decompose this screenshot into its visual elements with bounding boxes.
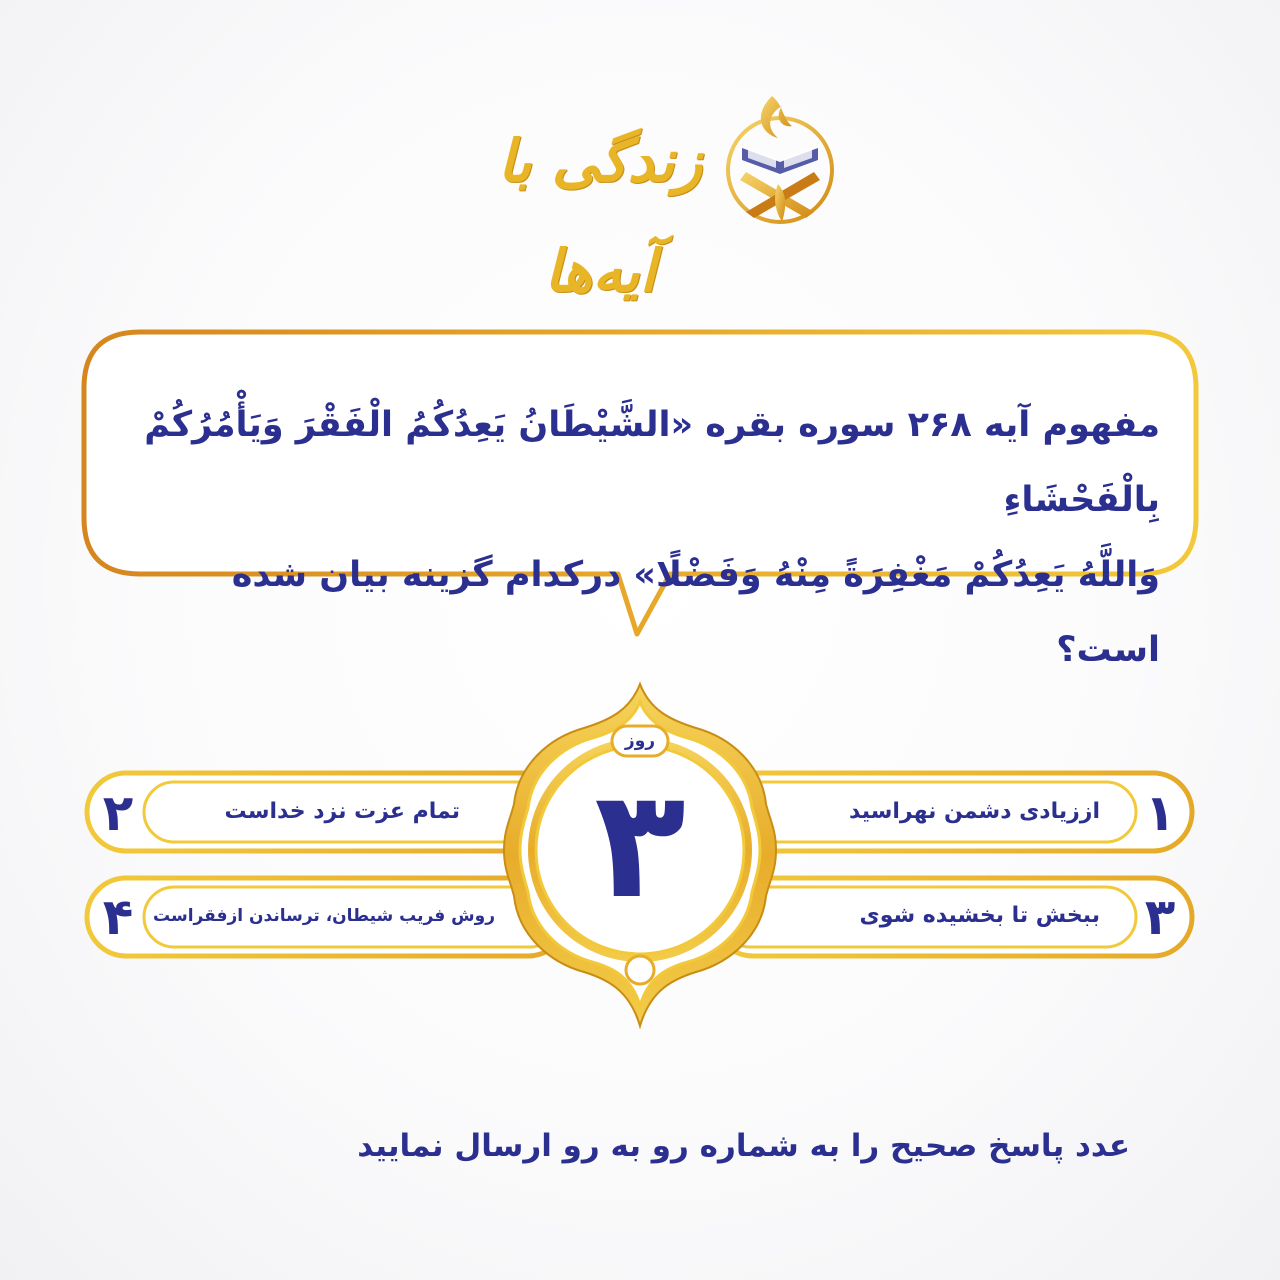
option-2-text[interactable]: تمام عزت نزد خداست: [224, 799, 460, 824]
option-1-number: ۱: [1144, 784, 1176, 842]
quran-rehal-emblem-icon: [712, 88, 842, 238]
option-2-number: ۲: [102, 784, 134, 842]
option-4-number: ۴: [102, 888, 134, 946]
question-line-2: وَاللَّهُ یَعِدُکُمْ مَغْفِرَةً مِنْهُ وَفَضْلًا» درکدام گزینه بیان شده است؟: [231, 555, 1160, 670]
day-label: روز: [624, 731, 656, 751]
question-text: [120, 388, 1160, 670]
day-number: ۳: [594, 758, 686, 932]
option-3-text[interactable]: ببخش تا بخشیده شوی: [859, 903, 1100, 928]
option-1-text[interactable]: اززیادی دشمن نهراسید: [849, 799, 1100, 824]
question-line-1: مفهوم آیه ۲۶۸ سوره بقره «الشَّیْطَانُ یَعِدُکُمُ الْفَقْرَ وَیَأْمُرُکُمْ بِالْفَحْشَاءِ: [144, 405, 1160, 520]
answer-instruction: عدد پاسخ صحیح را به شماره رو به رو ارسال نمایید: [357, 1128, 1130, 1164]
option-4-text[interactable]: روش فریب شیطان، ترساندن ازفقراست: [152, 906, 495, 926]
brand-logo: [450, 88, 850, 305]
logo-wordmark: زندگی با آیه‌ها: [497, 127, 703, 305]
option-3-number: ۳: [1144, 888, 1176, 946]
